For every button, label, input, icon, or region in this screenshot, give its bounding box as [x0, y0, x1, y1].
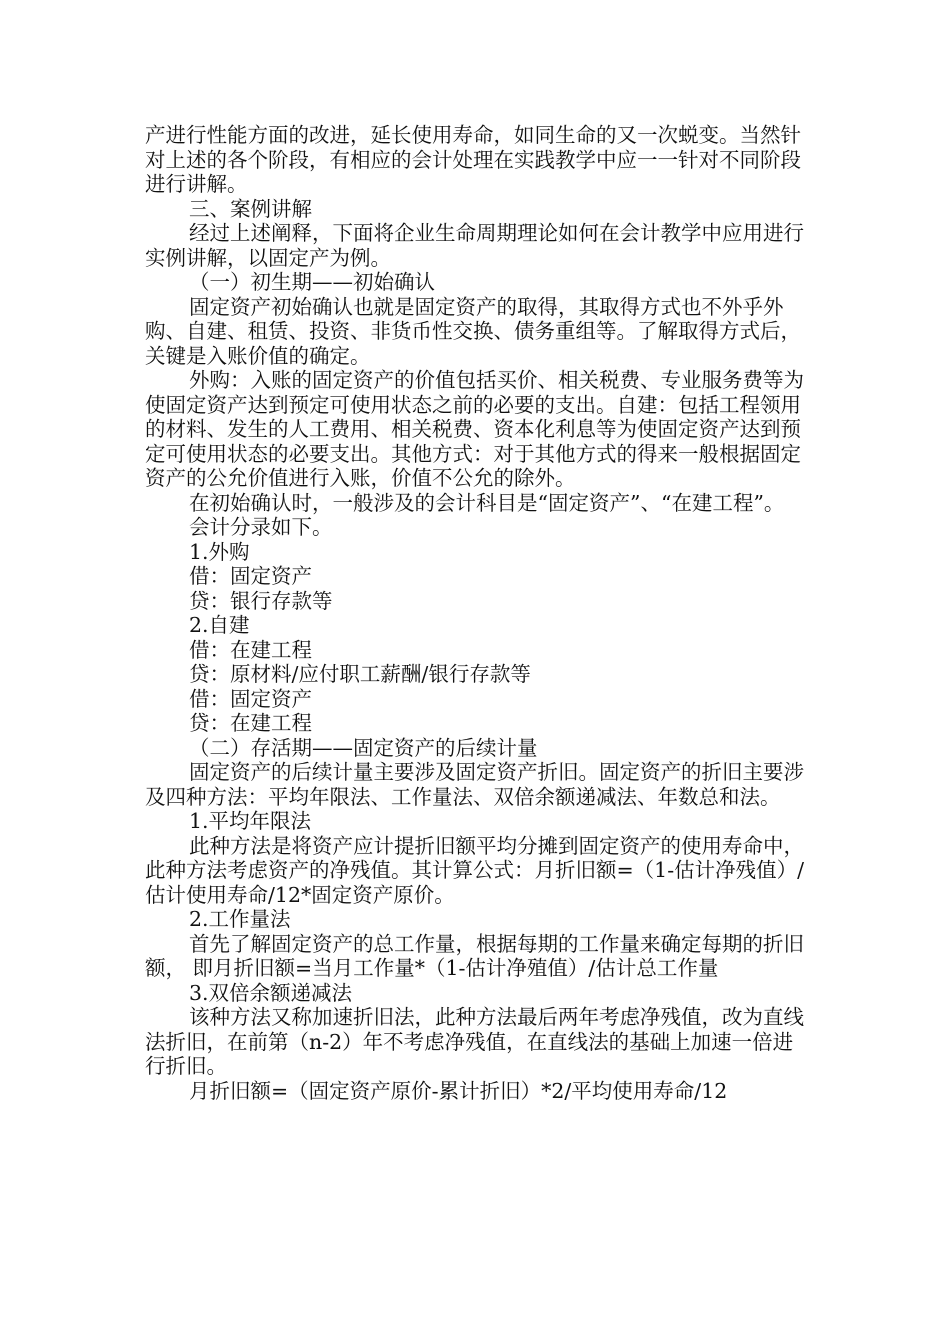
paragraph-accounts: 在初始确认时，一般涉及的会计科目是“固定资产”、“在建工程”。 — [189, 490, 785, 515]
entry-credit: 贷：在建工程 — [189, 711, 312, 735]
paragraph-continuation: 产进行性能方面的改进，延长使用寿命，如同生命的又一次蜕变。当然针对上述的各个阶段，有相应的会计处理在实践教学中应一一针对不同阶段进行讲解。 — [145, 123, 801, 196]
paragraph-acquisition: 固定资产初始确认也就是固定资产的取得，其取得方式也不外乎外购、自建、租赁、投资、非货币性交换、债务重组等。了解取得方式后，关键是入账价值的确定。 — [145, 294, 801, 368]
list-item-self-built: 2.自建 — [189, 613, 250, 637]
subheading-subsequent-measurement: （二）存活期——固定资产的后续计量 — [189, 735, 538, 760]
paragraph-purchase-value: 外购：入账的固定资产的价值包括买价、相关税费、专业服务费等为使固定资产达到预定可使用状态之前的必要的支出。自建：包括工程领用的材料、发生的人工费用、相关税费、资本化利息等为使固定资产达到预定可使用状态的必要支出。其他方式：对于其他方式的得来一般根据固定资产的公允价值进行入账，价值不公允的除外。 — [145, 368, 804, 490]
section-heading-case-study: 三、案例讲解 — [189, 196, 312, 221]
paragraph-entries-intro: 会计分录如下。 — [189, 515, 333, 539]
list-item-double-declining: 3.双倍余额递减法 — [189, 980, 353, 1005]
paragraph-intro: 经过上述阐释，下面将企业生命周期理论如何在会计教学中应用进行实例讲解，以固定产为例。 — [145, 221, 804, 270]
paragraph-straight-line: 此种方法是将资产应计提折旧额平均分摊到固定资产的使用寿命中，此种方法考虑资产的净残值。其计算公式：月折旧额=（1-估计净残值）/估计使用寿命/12*固定资产原价。 — [145, 833, 805, 907]
formula-double-declining: 月折旧额=（固定资产原价-累计折旧）*2/平均使用寿命/12 — [189, 1078, 728, 1103]
entry-debit: 借：固定资产 — [189, 564, 312, 588]
entry-credit: 贷：原材料/应付职工薪酬/银行存款等 — [189, 662, 531, 686]
paragraph-depreciation-methods: 固定资产的后续计量主要涉及固定资产折旧。固定资产的折旧主要涉及四种方法：平均年限法、工作量法、双倍余额递减法、年数总和法。 — [145, 760, 804, 809]
paragraph-units-of-production: 首先了解固定资产的总工作量，根据每期的工作量来确定每期的折旧额， 即月折旧额=当月工作量*（1-估计净殖值）/估计总工作量 — [145, 931, 804, 980]
subheading-initial-recognition: （一）初生期——初始确认 — [189, 270, 435, 294]
entry-debit: 借：固定资产 — [189, 686, 312, 711]
paragraph-double-declining: 该种方法又称加速折旧法，此种方法最后两年考虑净残值，改为直线法折旧，在前第（n-2）年不考虑净残值，在直线法的基础上加速一倍进行折旧。 — [145, 1005, 804, 1078]
entry-credit: 贷：银行存款等 — [189, 588, 333, 613]
document-body — [145, 123, 810, 1103]
list-item-straight-line: 1.平均年限法 — [189, 809, 312, 833]
list-item-purchase: 1.外购 — [189, 539, 250, 564]
entry-debit: 借：在建工程 — [189, 637, 312, 662]
list-item-units-of-production: 2.工作量法 — [189, 907, 291, 931]
